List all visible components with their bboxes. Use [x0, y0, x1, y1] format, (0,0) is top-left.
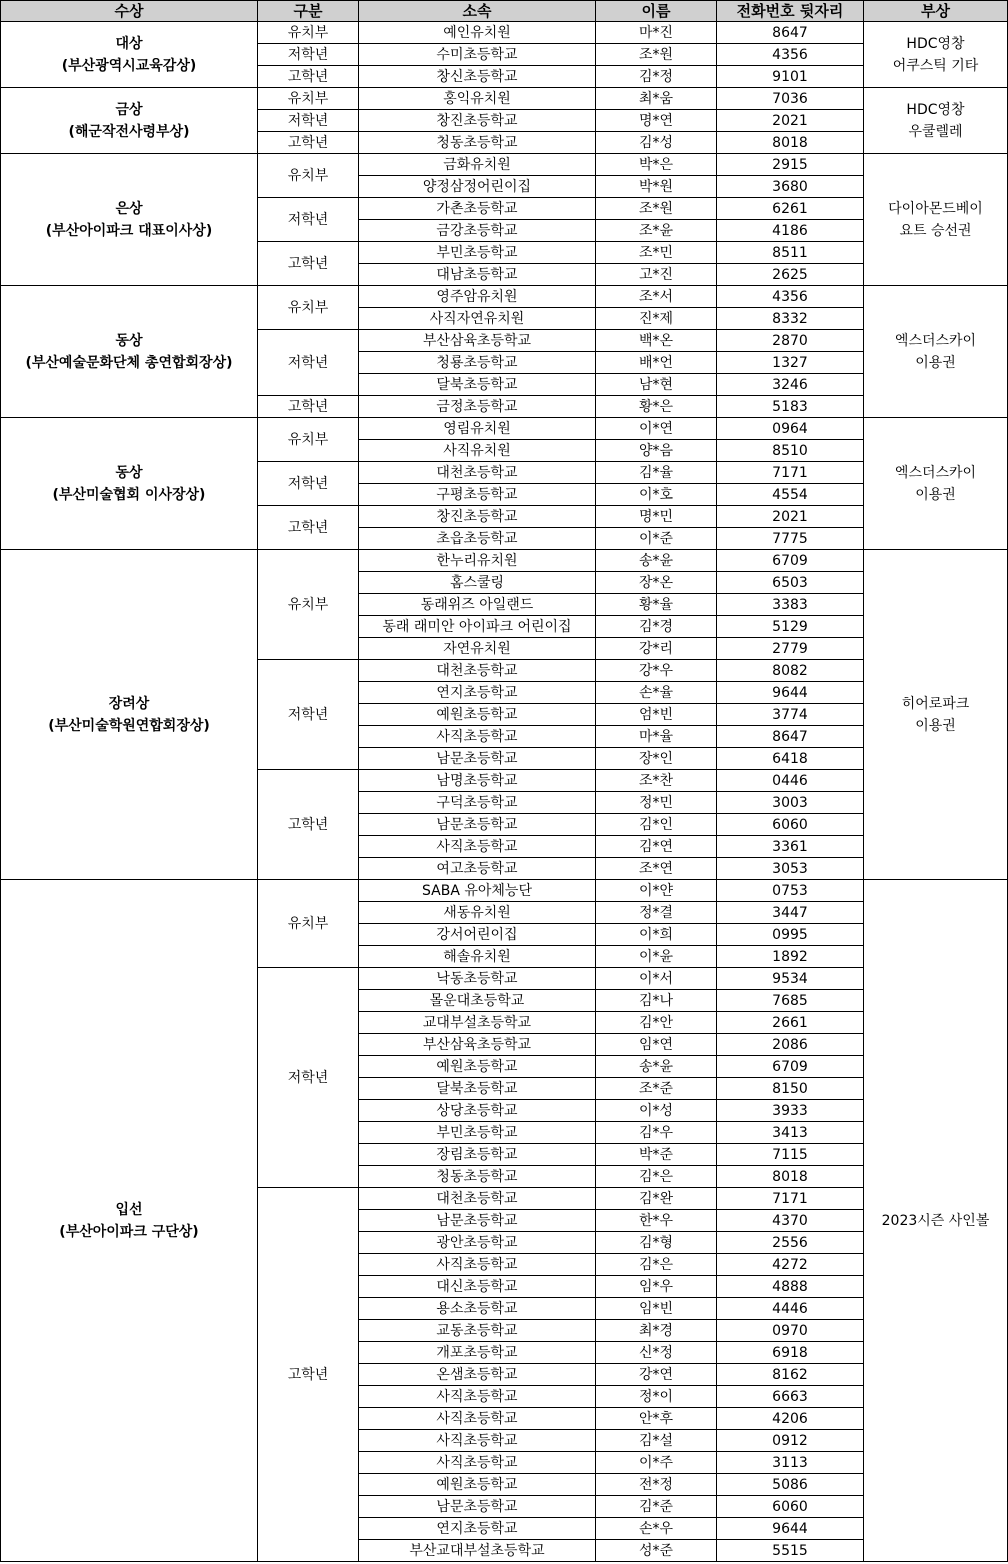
name-cell: 손*우 — [596, 1518, 717, 1540]
phone-cell: 3413 — [717, 1122, 864, 1144]
name-cell: 강*연 — [596, 1364, 717, 1386]
award-cell — [1, 154, 258, 286]
phone-cell: 8511 — [717, 242, 864, 264]
award-sponsor: (부산예술문화단체 총연합회장상) — [25, 354, 233, 371]
phone-cell: 9101 — [717, 66, 864, 88]
name-cell: 김*설 — [596, 1430, 717, 1452]
award-title: 금상 — [115, 101, 143, 118]
table-row — [1, 286, 1008, 308]
phone-cell: 0964 — [717, 418, 864, 440]
affiliation-cell: 사직유치원 — [359, 440, 596, 462]
division-cell: 고학년 — [258, 1188, 359, 1562]
division-cell: 고학년 — [258, 770, 359, 880]
name-cell: 김*준 — [596, 1496, 717, 1518]
phone-cell: 6060 — [717, 814, 864, 836]
affiliation-cell: 대천초등학교 — [359, 462, 596, 484]
name-cell: 백*온 — [596, 330, 717, 352]
division-cell: 유치부 — [258, 154, 359, 198]
name-cell: 이*연 — [596, 418, 717, 440]
affiliation-cell: 구덕초등학교 — [359, 792, 596, 814]
name-cell: 조*준 — [596, 1078, 717, 1100]
name-cell: 진*제 — [596, 308, 717, 330]
name-cell: 고*진 — [596, 264, 717, 286]
phone-cell: 5086 — [717, 1474, 864, 1496]
award-title: 동상 — [115, 464, 143, 481]
prize-line: 이용권 — [915, 486, 956, 503]
award-sponsor: (부산미술학원연합회장상) — [48, 717, 210, 734]
name-cell: 조*서 — [596, 286, 717, 308]
phone-cell: 5129 — [717, 616, 864, 638]
affiliation-cell: 양정삼정어린이집 — [359, 176, 596, 198]
name-cell: 황*은 — [596, 396, 717, 418]
name-cell: 박*준 — [596, 1144, 717, 1166]
affiliation-cell: 연지초등학교 — [359, 682, 596, 704]
header-prize: 부상 — [864, 1, 1008, 22]
division-cell: 고학년 — [258, 132, 359, 154]
award-cell — [1, 88, 258, 154]
affiliation-cell: 예원초등학교 — [359, 1474, 596, 1496]
affiliation-cell: 대천초등학교 — [359, 1188, 596, 1210]
affiliation-cell: SABA 유아체능단 — [359, 880, 596, 902]
award-sponsor: (해군작전사령부상) — [68, 123, 190, 140]
name-cell: 마*율 — [596, 726, 717, 748]
award-sponsor: (부산아이파크 구단상) — [59, 1223, 199, 1240]
affiliation-cell: 구평초등학교 — [359, 484, 596, 506]
name-cell: 김*인 — [596, 814, 717, 836]
affiliation-cell: 초읍초등학교 — [359, 528, 596, 550]
name-cell: 조*연 — [596, 858, 717, 880]
affiliation-cell: 홍익유치원 — [359, 88, 596, 110]
name-cell: 임*우 — [596, 1276, 717, 1298]
prize-cell — [864, 286, 1008, 418]
affiliation-cell: 사직초등학교 — [359, 726, 596, 748]
phone-cell: 2779 — [717, 638, 864, 660]
name-cell: 이*희 — [596, 924, 717, 946]
header-name: 이름 — [596, 1, 717, 22]
phone-cell: 0970 — [717, 1320, 864, 1342]
phone-cell: 1327 — [717, 352, 864, 374]
name-cell: 정*결 — [596, 902, 717, 924]
name-cell: 성*준 — [596, 1540, 717, 1562]
division-cell: 유치부 — [258, 418, 359, 462]
affiliation-cell: 대천초등학교 — [359, 660, 596, 682]
affiliation-cell: 새동유치원 — [359, 902, 596, 924]
phone-cell: 3774 — [717, 704, 864, 726]
phone-cell: 8510 — [717, 440, 864, 462]
award-cell — [1, 418, 258, 550]
phone-cell: 6918 — [717, 1342, 864, 1364]
table-row — [1, 880, 1008, 902]
affiliation-cell: 청룡초등학교 — [359, 352, 596, 374]
name-cell: 김*안 — [596, 1012, 717, 1034]
phone-cell: 4272 — [717, 1254, 864, 1276]
phone-cell: 7685 — [717, 990, 864, 1012]
phone-cell: 6709 — [717, 1056, 864, 1078]
table-row — [1, 88, 1008, 110]
affiliation-cell: 개포초등학교 — [359, 1342, 596, 1364]
name-cell: 최*움 — [596, 88, 717, 110]
table-row — [1, 418, 1008, 440]
name-cell: 김*율 — [596, 462, 717, 484]
name-cell: 김*형 — [596, 1232, 717, 1254]
award-cell — [1, 880, 258, 1562]
prize-line: 엑스더스카이 — [894, 464, 977, 481]
phone-cell: 7171 — [717, 1188, 864, 1210]
name-cell: 김*은 — [596, 1254, 717, 1276]
prize-cell — [864, 154, 1008, 286]
award-title: 은상 — [115, 200, 143, 217]
phone-cell: 4186 — [717, 220, 864, 242]
name-cell: 최*경 — [596, 1320, 717, 1342]
name-cell: 조*원 — [596, 44, 717, 66]
division-cell: 저학년 — [258, 968, 359, 1188]
prize-line: HDC영창 — [906, 101, 965, 118]
affiliation-cell: 몰운대초등학교 — [359, 990, 596, 1012]
name-cell: 송*윤 — [596, 550, 717, 572]
phone-cell: 3933 — [717, 1100, 864, 1122]
phone-cell: 5183 — [717, 396, 864, 418]
name-cell: 황*율 — [596, 594, 717, 616]
affiliation-cell: 온샘초등학교 — [359, 1364, 596, 1386]
affiliation-cell: 부산교대부설초등학교 — [359, 1540, 596, 1562]
phone-cell: 3003 — [717, 792, 864, 814]
phone-cell: 6663 — [717, 1386, 864, 1408]
header-phone: 전화번호 뒷자리 — [717, 1, 864, 22]
affiliation-cell: 청동초등학교 — [359, 1166, 596, 1188]
award-sponsor: (부산광역시교육감상) — [61, 57, 197, 74]
division-cell: 저학년 — [258, 110, 359, 132]
phone-cell: 2870 — [717, 330, 864, 352]
phone-cell: 2661 — [717, 1012, 864, 1034]
name-cell: 강*리 — [596, 638, 717, 660]
affiliation-cell: 동래위즈 아일랜드 — [359, 594, 596, 616]
name-cell: 조*민 — [596, 242, 717, 264]
name-cell: 이*얀 — [596, 880, 717, 902]
affiliation-cell: 교동초등학교 — [359, 1320, 596, 1342]
name-cell: 장*온 — [596, 572, 717, 594]
affiliation-cell: 사직초등학교 — [359, 1254, 596, 1276]
phone-cell: 0446 — [717, 770, 864, 792]
affiliation-cell: 예원초등학교 — [359, 1056, 596, 1078]
phone-cell: 3053 — [717, 858, 864, 880]
name-cell: 엄*빈 — [596, 704, 717, 726]
affiliation-cell: 강서어린이집 — [359, 924, 596, 946]
affiliation-cell: 사직초등학교 — [359, 1408, 596, 1430]
header-row — [1, 1, 1008, 22]
phone-cell: 9644 — [717, 1518, 864, 1540]
affiliation-cell: 장림초등학교 — [359, 1144, 596, 1166]
table-row — [1, 154, 1008, 176]
award-cell — [1, 22, 258, 88]
name-cell: 손*율 — [596, 682, 717, 704]
affiliation-cell: 해솔유치원 — [359, 946, 596, 968]
name-cell: 김*완 — [596, 1188, 717, 1210]
name-cell: 이*주 — [596, 1452, 717, 1474]
division-cell: 저학년 — [258, 198, 359, 242]
affiliation-cell: 자연유치원 — [359, 638, 596, 660]
name-cell: 조*찬 — [596, 770, 717, 792]
phone-cell: 2556 — [717, 1232, 864, 1254]
name-cell: 박*은 — [596, 154, 717, 176]
affiliation-cell: 한누리유치원 — [359, 550, 596, 572]
affiliation-cell: 남문초등학교 — [359, 1496, 596, 1518]
phone-cell: 8647 — [717, 22, 864, 44]
name-cell: 남*현 — [596, 374, 717, 396]
division-cell: 유치부 — [258, 880, 359, 968]
affiliation-cell: 예인유치원 — [359, 22, 596, 44]
affiliation-cell: 대신초등학교 — [359, 1276, 596, 1298]
division-cell: 저학년 — [258, 660, 359, 770]
name-cell: 안*후 — [596, 1408, 717, 1430]
division-cell: 고학년 — [258, 506, 359, 550]
phone-cell: 4554 — [717, 484, 864, 506]
phone-cell: 4888 — [717, 1276, 864, 1298]
name-cell: 김*은 — [596, 1166, 717, 1188]
phone-cell: 4356 — [717, 44, 864, 66]
phone-cell: 7775 — [717, 528, 864, 550]
affiliation-cell: 남명초등학교 — [359, 770, 596, 792]
phone-cell: 6261 — [717, 198, 864, 220]
affiliation-cell: 사직자연유치원 — [359, 308, 596, 330]
phone-cell: 5515 — [717, 1540, 864, 1562]
table-row — [1, 22, 1008, 44]
affiliation-cell: 낙동초등학교 — [359, 968, 596, 990]
division-cell: 저학년 — [258, 330, 359, 396]
phone-cell: 4206 — [717, 1408, 864, 1430]
affiliation-cell: 달북초등학교 — [359, 1078, 596, 1100]
phone-cell: 7115 — [717, 1144, 864, 1166]
name-cell: 정*이 — [596, 1386, 717, 1408]
affiliation-cell: 여고초등학교 — [359, 858, 596, 880]
award-title: 동상 — [115, 332, 143, 349]
phone-cell: 6418 — [717, 748, 864, 770]
prize-cell — [864, 22, 1008, 88]
division-cell: 유치부 — [258, 22, 359, 44]
phone-cell: 7171 — [717, 462, 864, 484]
phone-cell: 3246 — [717, 374, 864, 396]
phone-cell: 0912 — [717, 1430, 864, 1452]
name-cell: 이*윤 — [596, 946, 717, 968]
award-sponsor: (부산미술협회 이사장상) — [52, 486, 206, 503]
affiliation-cell: 달북초등학교 — [359, 374, 596, 396]
name-cell: 김*경 — [596, 616, 717, 638]
division-cell: 유치부 — [258, 88, 359, 110]
affiliation-cell: 영주암유치원 — [359, 286, 596, 308]
header-affiliation: 소속 — [359, 1, 596, 22]
affiliation-cell: 사직초등학교 — [359, 1386, 596, 1408]
award-title: 장려상 — [108, 695, 150, 712]
affiliation-cell: 광안초등학교 — [359, 1232, 596, 1254]
phone-cell: 3113 — [717, 1452, 864, 1474]
name-cell: 김*정 — [596, 66, 717, 88]
prize-line: 이용권 — [915, 717, 956, 734]
phone-cell: 9644 — [717, 682, 864, 704]
division-cell: 고학년 — [258, 66, 359, 88]
phone-cell: 8150 — [717, 1078, 864, 1100]
phone-cell: 6503 — [717, 572, 864, 594]
prize-line: 다이아몬드베이 — [888, 200, 983, 217]
affiliation-cell: 창진초등학교 — [359, 506, 596, 528]
name-cell: 김*연 — [596, 836, 717, 858]
award-title: 입선 — [115, 1201, 143, 1218]
name-cell: 송*윤 — [596, 1056, 717, 1078]
affiliation-cell: 부산삼육초등학교 — [359, 330, 596, 352]
name-cell: 이*성 — [596, 1100, 717, 1122]
affiliation-cell: 남문초등학교 — [359, 814, 596, 836]
affiliation-cell: 부산삼육초등학교 — [359, 1034, 596, 1056]
prize-line: 우쿨렐레 — [908, 123, 963, 140]
phone-cell: 8332 — [717, 308, 864, 330]
division-cell: 저학년 — [258, 462, 359, 506]
phone-cell: 6060 — [717, 1496, 864, 1518]
phone-cell: 0753 — [717, 880, 864, 902]
phone-cell: 2021 — [717, 506, 864, 528]
affiliation-cell: 남문초등학교 — [359, 748, 596, 770]
name-cell: 신*정 — [596, 1342, 717, 1364]
header-award: 수상 — [1, 1, 258, 22]
division-cell: 고학년 — [258, 242, 359, 286]
name-cell: 장*인 — [596, 748, 717, 770]
name-cell: 조*윤 — [596, 220, 717, 242]
affiliation-cell: 홈스쿨링 — [359, 572, 596, 594]
division-cell: 고학년 — [258, 396, 359, 418]
phone-cell: 3383 — [717, 594, 864, 616]
name-cell: 박*원 — [596, 176, 717, 198]
division-cell: 저학년 — [258, 44, 359, 66]
prize-cell — [864, 880, 1008, 1562]
phone-cell: 9534 — [717, 968, 864, 990]
prize-line: 엑스더스카이 — [894, 332, 977, 349]
affiliation-cell: 연지초등학교 — [359, 1518, 596, 1540]
name-cell: 김*우 — [596, 1122, 717, 1144]
award-cell — [1, 286, 258, 418]
affiliation-cell: 교대부설초등학교 — [359, 1012, 596, 1034]
prize-line: HDC영창 — [906, 35, 965, 52]
table-row — [1, 550, 1008, 572]
affiliation-cell: 창진초등학교 — [359, 110, 596, 132]
affiliation-cell: 상당초등학교 — [359, 1100, 596, 1122]
phone-cell: 1892 — [717, 946, 864, 968]
prize-cell — [864, 550, 1008, 880]
name-cell: 명*민 — [596, 506, 717, 528]
phone-cell: 2915 — [717, 154, 864, 176]
phone-cell: 3680 — [717, 176, 864, 198]
table-body — [1, 22, 1008, 1562]
name-cell: 전*정 — [596, 1474, 717, 1496]
affiliation-cell: 부민초등학교 — [359, 242, 596, 264]
name-cell: 마*진 — [596, 22, 717, 44]
prize-line: 2023시즌 사인볼 — [881, 1212, 990, 1229]
affiliation-cell: 창신초등학교 — [359, 66, 596, 88]
division-cell: 유치부 — [258, 550, 359, 660]
name-cell: 김*성 — [596, 132, 717, 154]
name-cell: 배*언 — [596, 352, 717, 374]
phone-cell: 7036 — [717, 88, 864, 110]
affiliation-cell: 부민초등학교 — [359, 1122, 596, 1144]
affiliation-cell: 대남초등학교 — [359, 264, 596, 286]
phone-cell: 2625 — [717, 264, 864, 286]
phone-cell: 3447 — [717, 902, 864, 924]
name-cell: 정*민 — [596, 792, 717, 814]
affiliation-cell: 동래 래미안 아이파크 어린이집 — [359, 616, 596, 638]
phone-cell: 8162 — [717, 1364, 864, 1386]
phone-cell: 8647 — [717, 726, 864, 748]
phone-cell: 2086 — [717, 1034, 864, 1056]
affiliation-cell: 사직초등학교 — [359, 1452, 596, 1474]
affiliation-cell: 가촌초등학교 — [359, 198, 596, 220]
phone-cell: 8082 — [717, 660, 864, 682]
name-cell: 이*서 — [596, 968, 717, 990]
prize-line: 이용권 — [915, 354, 956, 371]
prize-line: 요트 승선권 — [899, 222, 972, 239]
prize-cell — [864, 418, 1008, 550]
name-cell: 강*우 — [596, 660, 717, 682]
prize-cell — [864, 88, 1008, 154]
phone-cell: 4446 — [717, 1298, 864, 1320]
name-cell: 김*나 — [596, 990, 717, 1012]
name-cell: 명*연 — [596, 110, 717, 132]
award-cell — [1, 550, 258, 880]
phone-cell: 4370 — [717, 1210, 864, 1232]
phone-cell: 8018 — [717, 1166, 864, 1188]
name-cell: 한*우 — [596, 1210, 717, 1232]
affiliation-cell: 수미초등학교 — [359, 44, 596, 66]
award-sponsor: (부산아이파크 대표이사상) — [45, 222, 213, 239]
phone-cell: 2021 — [717, 110, 864, 132]
phone-cell: 0995 — [717, 924, 864, 946]
phone-cell: 4356 — [717, 286, 864, 308]
header-division: 구분 — [258, 1, 359, 22]
award-title: 대상 — [115, 35, 143, 52]
name-cell: 이*준 — [596, 528, 717, 550]
affiliation-cell: 금화유치원 — [359, 154, 596, 176]
name-cell: 이*호 — [596, 484, 717, 506]
division-cell: 유치부 — [258, 286, 359, 330]
name-cell: 임*연 — [596, 1034, 717, 1056]
affiliation-cell: 사직초등학교 — [359, 1430, 596, 1452]
phone-cell: 8018 — [717, 132, 864, 154]
affiliation-cell: 사직초등학교 — [359, 836, 596, 858]
prize-line: 히어로파크 — [901, 695, 970, 712]
affiliation-cell: 용소초등학교 — [359, 1298, 596, 1320]
prize-line: 어쿠스틱 기타 — [892, 57, 979, 74]
name-cell: 양*음 — [596, 440, 717, 462]
affiliation-cell: 금정초등학교 — [359, 396, 596, 418]
phone-cell: 3361 — [717, 836, 864, 858]
affiliation-cell: 남문초등학교 — [359, 1210, 596, 1232]
affiliation-cell: 영림유치원 — [359, 418, 596, 440]
name-cell: 임*빈 — [596, 1298, 717, 1320]
affiliation-cell: 청동초등학교 — [359, 132, 596, 154]
name-cell: 조*원 — [596, 198, 717, 220]
affiliation-cell: 금강초등학교 — [359, 220, 596, 242]
phone-cell: 6709 — [717, 550, 864, 572]
affiliation-cell: 예원초등학교 — [359, 704, 596, 726]
